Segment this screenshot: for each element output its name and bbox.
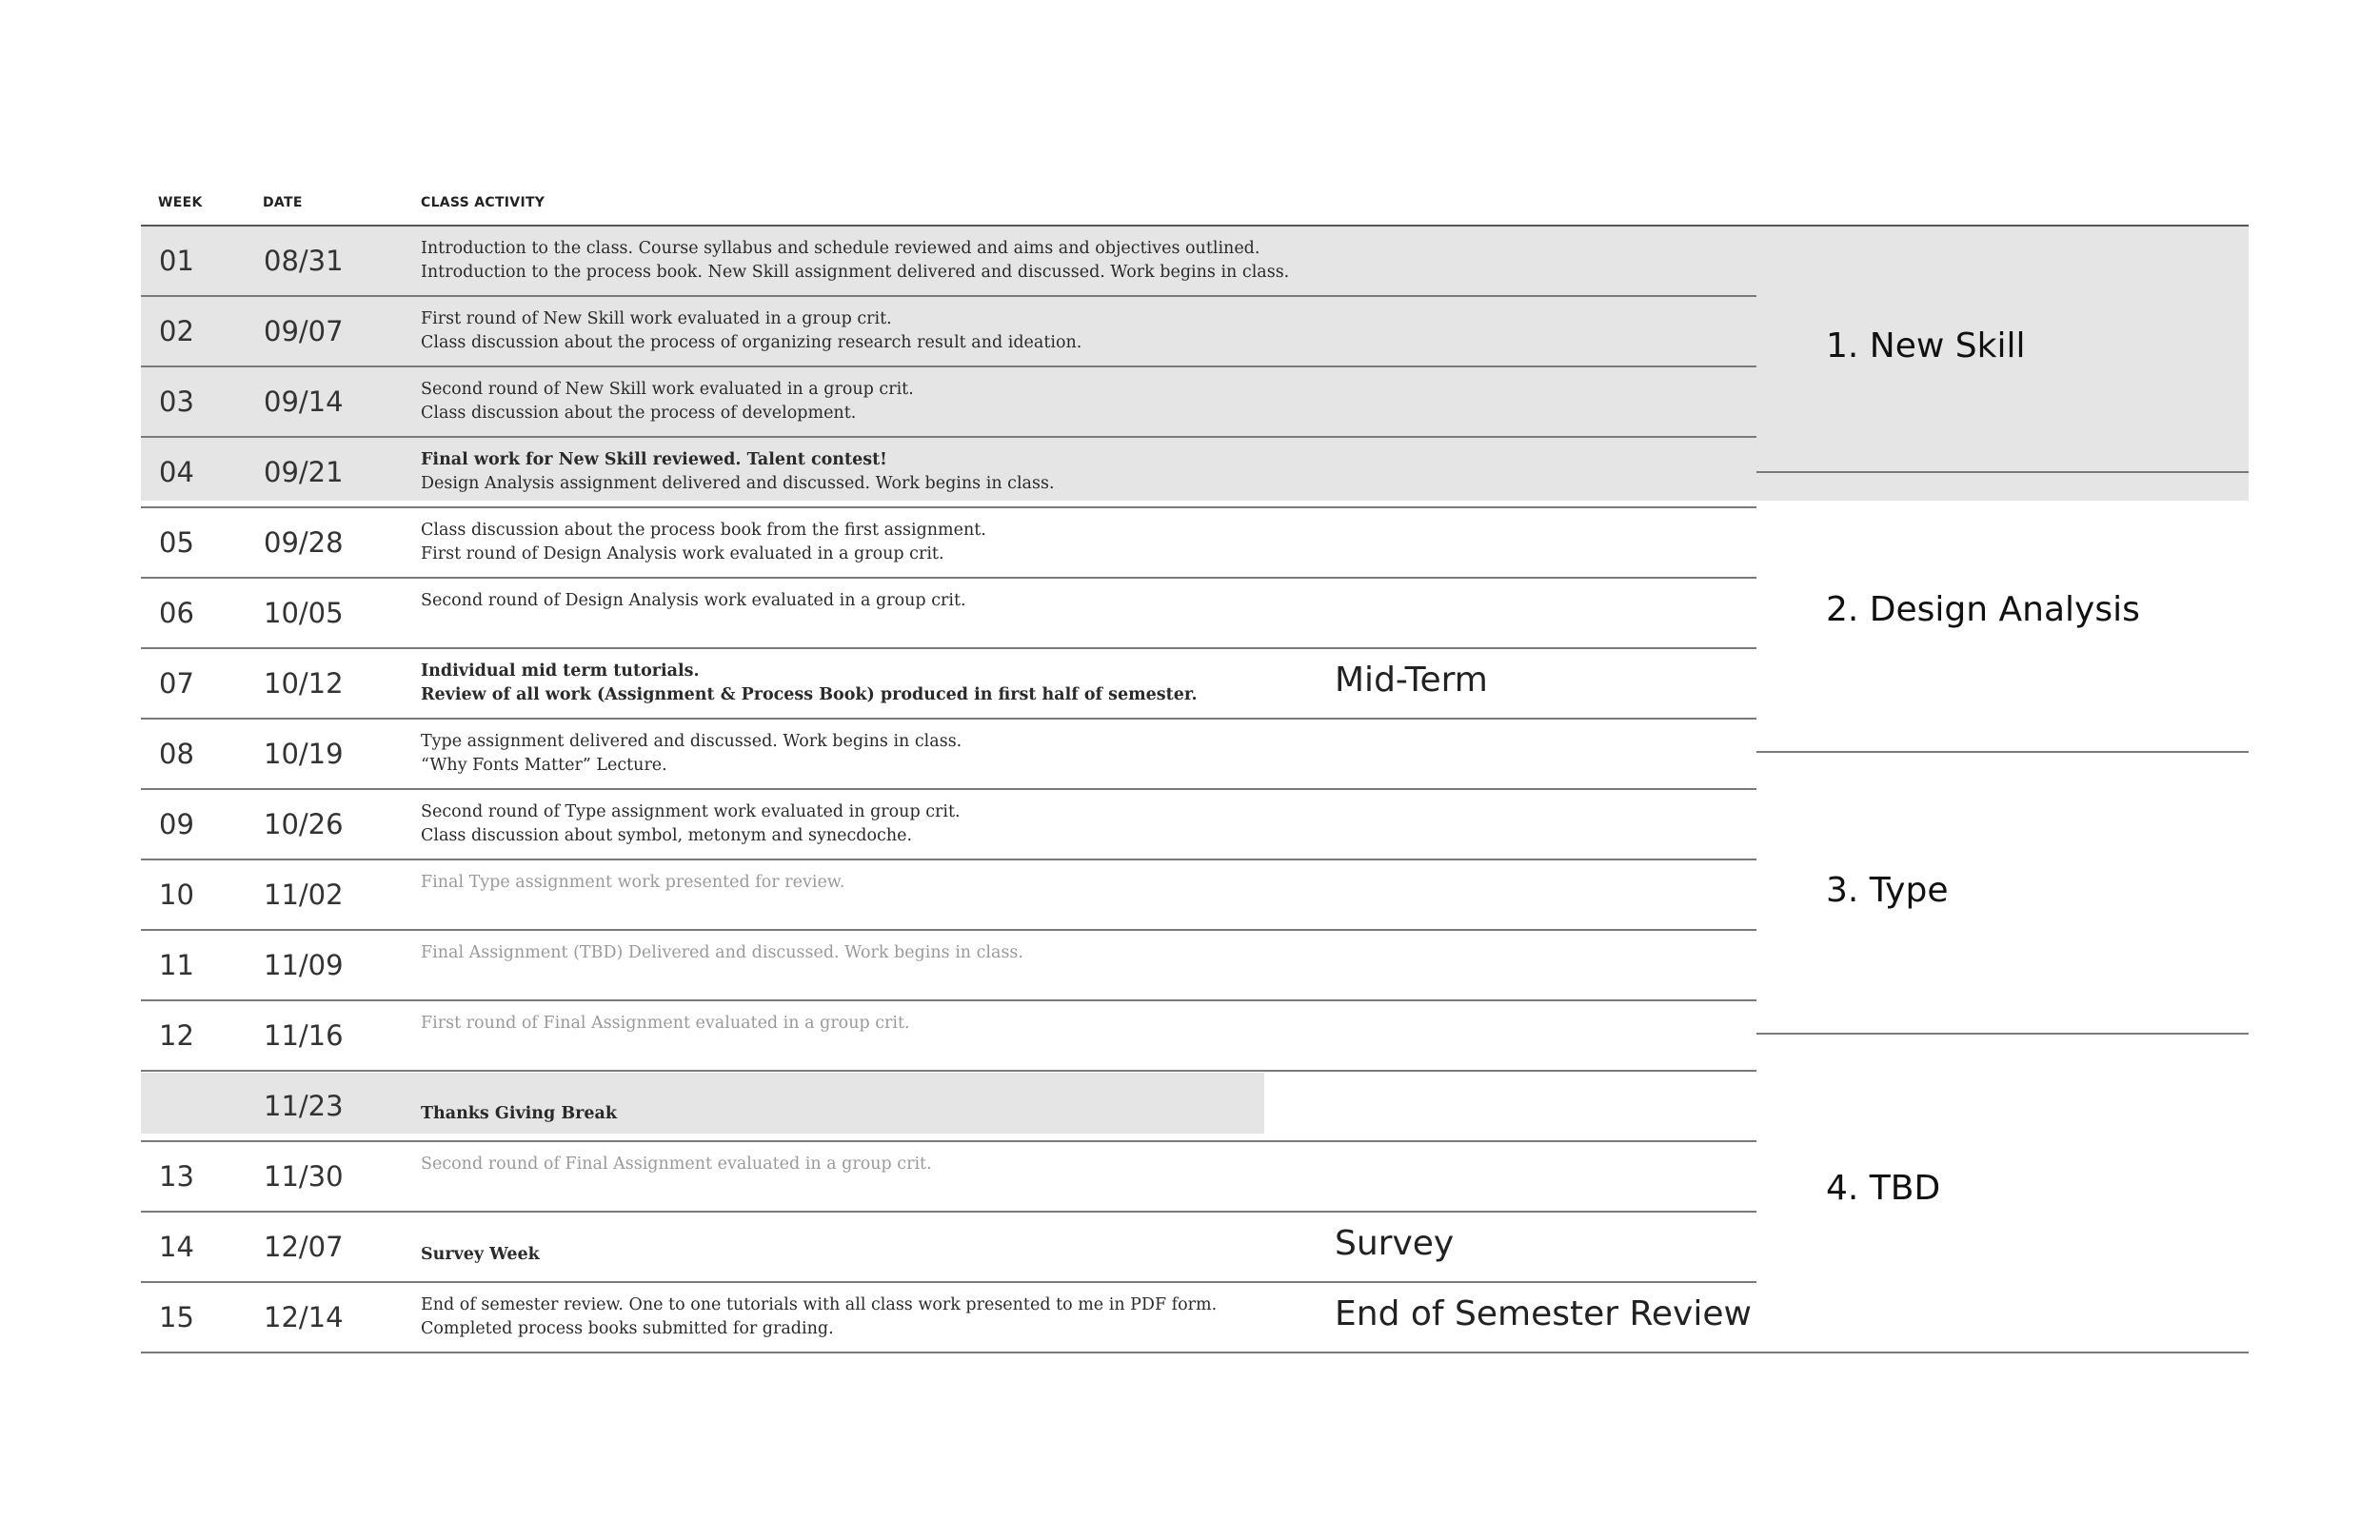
class-date: 11/30 xyxy=(264,1160,344,1193)
class-activity xyxy=(421,800,1449,848)
week-number: 09 xyxy=(159,808,194,840)
activity-line-1: Second round of New Skill work evaluated in a group crit. xyxy=(421,380,914,399)
activity-line-2: “Why Fonts Matter” Lecture. xyxy=(421,756,667,775)
class-activity xyxy=(421,660,1449,707)
activity-line-1: Final Assignment (TBD) Delivered and discussed. Work begins in class. xyxy=(421,943,1023,962)
project-label-type: 3. Type xyxy=(1826,871,1949,910)
activity-line-1: Final work for New Skill reviewed. Talent contest! xyxy=(421,450,887,469)
class-date: 11/23 xyxy=(264,1090,344,1122)
table-row xyxy=(141,297,1756,367)
activity-line-2: First round of Design Analysis work evaluated in a group crit. xyxy=(421,544,944,563)
table-row xyxy=(141,1283,2249,1353)
survey-label: Survey xyxy=(1335,1224,1455,1263)
class-date: 12/07 xyxy=(264,1231,344,1263)
class-date: 09/14 xyxy=(264,385,344,418)
class-activity xyxy=(421,519,1449,566)
activity-line-1: Second round of Design Analysis work evaluated in a group crit. xyxy=(421,591,966,610)
activity-line-1: Second round of Final Assignment evaluated in a group crit. xyxy=(421,1155,932,1174)
table-row xyxy=(141,227,1756,297)
header-week: WEEK xyxy=(158,195,203,210)
activity-line-2: Class discussion about symbol, metonym and synecdoche. xyxy=(421,826,913,845)
activity-line-2: Class discussion about the process of organizing research result and ideation. xyxy=(421,333,1082,352)
class-activity xyxy=(421,307,1449,355)
week-number: 02 xyxy=(159,315,194,347)
class-activity xyxy=(421,589,1449,613)
table-row xyxy=(141,438,1756,508)
midterm-label: Mid-Term xyxy=(1335,661,1488,700)
table-row xyxy=(141,860,1756,931)
activity-line-1: Survey Week xyxy=(421,1245,540,1264)
week-number: 06 xyxy=(159,597,194,629)
class-activity xyxy=(421,1153,1449,1176)
project-divider xyxy=(1756,1033,2249,1035)
week-number: 04 xyxy=(159,456,194,488)
class-date: 09/21 xyxy=(264,456,344,488)
class-date: 10/12 xyxy=(264,667,344,700)
activity-line-2: Completed process books submitted for grading. xyxy=(421,1319,834,1338)
activity-line-1: First round of New Skill work evaluated in a group crit. xyxy=(421,309,892,328)
activity-line-1: Class discussion about the process book from the first assignment. xyxy=(421,521,986,540)
project-label-design-analysis: 2. Design Analysis xyxy=(1826,590,2140,629)
activity-line-1: Final Type assignment work presented for review. xyxy=(421,873,845,892)
class-activity xyxy=(421,448,1449,496)
week-number: 03 xyxy=(159,385,194,418)
week-number: 07 xyxy=(159,667,194,700)
class-date: 09/28 xyxy=(264,526,344,559)
week-number: 14 xyxy=(159,1231,194,1263)
activity-line-1: Second round of Type assignment work evaluated in group crit. xyxy=(421,802,961,821)
class-activity xyxy=(421,1243,1449,1267)
class-date: 08/31 xyxy=(264,245,344,277)
table-row xyxy=(141,649,1756,720)
table-row xyxy=(141,1001,1756,1072)
table-row xyxy=(141,1142,1756,1213)
table-row xyxy=(141,720,1756,790)
class-date: 11/16 xyxy=(264,1019,344,1052)
activity-line-2: Design Analysis assignment delivered and discussed. Work begins in class. xyxy=(421,474,1055,493)
class-activity xyxy=(421,1293,1449,1341)
class-activity xyxy=(421,378,1449,425)
class-date: 10/19 xyxy=(264,738,344,770)
table-row xyxy=(141,508,1756,579)
class-date: 09/07 xyxy=(264,315,344,347)
class-activity xyxy=(421,237,1449,285)
activity-line-2: Introduction to the process book. New Skill assignment delivered and discussed. Work begins in class. xyxy=(421,263,1290,282)
table-row xyxy=(141,579,1756,649)
activity-line-2: Class discussion about the process of development. xyxy=(421,404,857,423)
week-number: 10 xyxy=(159,879,194,911)
table-row xyxy=(141,367,1756,438)
activity-line-1: Type assignment delivered and discussed. Work begins in class. xyxy=(421,732,962,751)
activity-line-1: Thanks Giving Break xyxy=(421,1104,617,1123)
table-row xyxy=(141,1213,1756,1283)
week-number: 15 xyxy=(159,1301,194,1333)
project-divider xyxy=(1756,471,2249,473)
table-row-break xyxy=(141,1072,1756,1142)
header-class-activity: CLASS ACTIVITY xyxy=(421,195,545,210)
class-date: 11/09 xyxy=(264,949,344,981)
week-number: 11 xyxy=(159,949,194,981)
activity-line-2: Review of all work (Assignment & Process Book) produced in first half of semester. xyxy=(421,685,1198,704)
class-date: 11/02 xyxy=(264,879,344,911)
class-date: 12/14 xyxy=(264,1301,344,1333)
week-number: 08 xyxy=(159,738,194,770)
project-label-tbd: 4. TBD xyxy=(1826,1169,1941,1208)
class-date: 10/05 xyxy=(264,597,344,629)
header-date: DATE xyxy=(263,195,303,210)
activity-line-1: End of semester review. One to one tutorials with all class work presented to me in PDF form. xyxy=(421,1295,1218,1314)
class-activity xyxy=(421,730,1449,778)
end-of-semester-label: End of Semester Review xyxy=(1335,1294,1752,1333)
activity-line-1: First round of Final Assignment evaluated in a group crit. xyxy=(421,1014,910,1033)
table-row xyxy=(141,931,1756,1001)
activity-line-1: Individual mid term tutorials. xyxy=(421,661,700,681)
week-number: 12 xyxy=(159,1019,194,1052)
week-number: 05 xyxy=(159,526,194,559)
class-activity xyxy=(421,1012,1449,1036)
week-number: 01 xyxy=(159,245,194,277)
table-row xyxy=(141,790,1756,860)
class-activity xyxy=(421,871,1449,895)
class-activity xyxy=(421,941,1449,965)
project-label-new-skill: 1. New Skill xyxy=(1826,326,2026,365)
project-divider xyxy=(1756,751,2249,753)
class-activity xyxy=(421,1102,1449,1126)
activity-line-1: Introduction to the class. Course syllabus and schedule reviewed and aims and objectives outlined. xyxy=(421,239,1260,258)
week-number: 13 xyxy=(159,1160,194,1193)
class-date: 10/26 xyxy=(264,808,344,840)
